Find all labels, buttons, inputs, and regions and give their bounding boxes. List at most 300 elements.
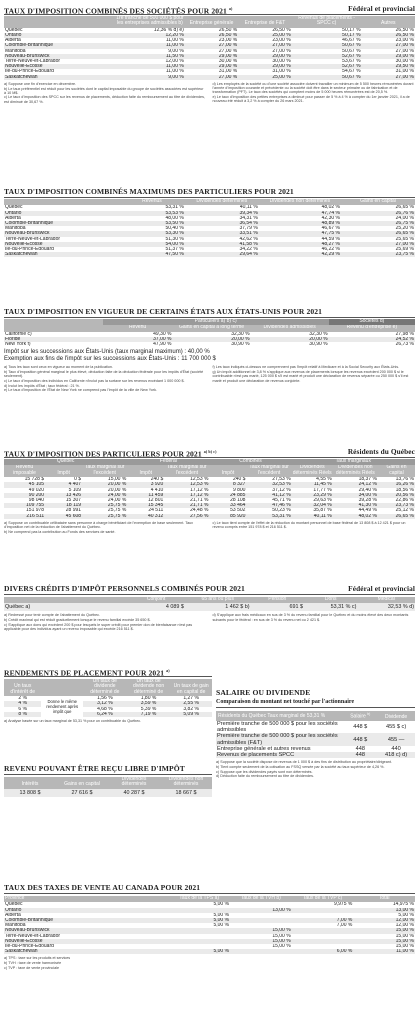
- table-cell: 33,51 %: [185, 231, 259, 236]
- table-cell: 51,37 %: [165, 247, 184, 253]
- table-cell: 26,50 %: [272, 27, 291, 33]
- table-cell: 7,00 %: [292, 918, 354, 923]
- footnote: e) Le taux d'imposition de l'État de New York ne comprend pas l'impôt de la ville de New York.: [4, 388, 157, 393]
- investment-returns-section: [4, 665, 212, 724]
- column-header: Impôt: [127, 465, 164, 477]
- row-label: 216 511: [4, 514, 45, 519]
- table-cell: 30,00 %: [272, 59, 291, 65]
- row-label: 8 %: [4, 712, 41, 717]
- row-label: Alberta: [5, 912, 21, 918]
- table-cell: 26,50 %: [218, 27, 238, 33]
- table-cell: 52,67 %: [292, 64, 362, 69]
- row-label: Première tranche de 500 000 $ pour les sociétés admissibles (F&T): [216, 733, 343, 745]
- table-cell: 15,00 %: [272, 933, 291, 939]
- table-cell: 12,00 %: [395, 923, 414, 929]
- table-cell: 11,00 %: [353, 949, 415, 954]
- salary-dividend-notes: [216, 760, 415, 779]
- table-cell: 50,17 %: [342, 27, 361, 33]
- row-label: 49 020: [28, 487, 45, 493]
- table-cell: 40,11 %: [239, 205, 258, 211]
- table-row: [4, 514, 415, 519]
- table-cell: 48,02 %: [321, 205, 340, 211]
- table-cell: 17,12 %: [190, 487, 209, 493]
- table-cell: 1 462 $ b): [185, 603, 251, 611]
- table-cell: 50,67 %: [342, 48, 361, 54]
- table-cell: 12,00 %: [165, 59, 184, 65]
- column-header: Revenu d'entreprise e): [329, 325, 415, 331]
- table-cell: 23,29 %: [292, 493, 333, 498]
- column-header: 1re tranche de 500 000 $ pour les entreprises admissibles b): [116, 16, 184, 27]
- table-cell: 9,00 %: [115, 75, 185, 80]
- table-cell: 47,90 %: [153, 342, 172, 348]
- table-cell: 6,00 %: [292, 949, 354, 954]
- row-label: Québec: [5, 205, 23, 211]
- table-cell: 15,00 %: [395, 944, 414, 950]
- investment-returns-note: a) Analyse basée sur un taux marginal de 53,31 % pour un contribuable du Québec.: [4, 719, 142, 724]
- table-cell: 53,67 %: [342, 59, 361, 65]
- table-cell: 11 459: [127, 493, 164, 498]
- row-label: 2 %: [18, 696, 28, 702]
- table-cell: 18,56 %: [395, 487, 414, 493]
- column-header: Gains en capital à long terme: [172, 325, 250, 331]
- table-cell: 30,90 %: [309, 342, 328, 348]
- table-cell: 4 089 $: [127, 603, 185, 611]
- column-header: Autres: [362, 16, 415, 28]
- row-label: Terre-Neuve-et-Labrador: [5, 933, 61, 939]
- table-cell: 240 $: [232, 477, 246, 483]
- table-cell: 27,00 %: [362, 75, 415, 80]
- column-header: Dividendes non déterminés: [160, 777, 212, 789]
- table-cell: 48,89 %: [259, 221, 341, 226]
- individual-max-tax-section: [4, 186, 415, 257]
- table-cell: 39,34 %: [185, 211, 259, 216]
- tax-free-income-section: [4, 763, 212, 797]
- mid-label: Donne le même rendement après impôt que: [41, 696, 83, 717]
- row-label: Québec: [5, 27, 23, 33]
- table-cell: 28 991: [65, 508, 82, 514]
- table-cell: 25,75 %: [82, 514, 127, 519]
- table-cell: 41,58 %: [185, 242, 259, 247]
- table-cell: 26,65 %: [341, 231, 415, 236]
- row-label: Nouveau-Brunswick: [4, 54, 115, 59]
- table-cell: 48,02 %: [333, 514, 378, 519]
- table-cell: 42,62 %: [239, 236, 258, 242]
- table-row: [4, 252, 415, 257]
- table-cell: 22,86 %: [395, 498, 414, 504]
- column-header: [41, 679, 83, 696]
- table-cell: 34,00 %: [333, 493, 378, 498]
- row-label: Nouvelle-Écosse: [4, 64, 115, 69]
- table-cell: 11,00 %: [165, 69, 184, 75]
- table-row: [4, 603, 415, 611]
- table-cell: 29,00 %: [362, 54, 415, 59]
- table-cell: 12 801: [147, 498, 164, 504]
- table-cell: 27,00 %: [272, 48, 291, 54]
- row-label: Île-du-Prince-Édouard: [5, 944, 54, 950]
- row-label: Saskatchewan: [4, 949, 168, 954]
- table-cell: 23,00 %: [272, 38, 291, 44]
- table-cell: 25,20 %: [395, 226, 414, 232]
- table-cell: 11,00 %: [115, 64, 185, 69]
- table-row: [4, 712, 212, 717]
- row-label: 6 %: [18, 706, 28, 712]
- tax-free-income-table: [4, 777, 212, 797]
- table-cell: 32,53 % d): [357, 603, 415, 611]
- personal-credits-notes: [4, 613, 415, 631]
- footnote: c) S'applique aux dons qui excèdent 200 $ pour lesquels le super crédit pour premier don de bienfaisance n'est pas applicable pour des individus ayant un revenu imposable qui excède 216 511 $.: [4, 622, 193, 632]
- table-row: [216, 721, 415, 733]
- table-cell: 46,67 %: [321, 226, 340, 232]
- table-cell: 20,00 %: [251, 337, 329, 342]
- table-cell: 23,00 %: [218, 38, 238, 44]
- table-cell: 53,30 %: [119, 231, 185, 236]
- table-cell: 9,975 %: [333, 902, 353, 908]
- row-label: Revenus de placements SPCC: [216, 752, 343, 758]
- table-cell: 2,55 %: [170, 701, 212, 706]
- table-cell: 24,00 %: [82, 493, 127, 498]
- table-cell: 37,12 %: [272, 487, 291, 493]
- table-cell: 53,31 %: [165, 205, 184, 211]
- table-cell: 455 —: [377, 733, 415, 745]
- table-cell: 240 $: [150, 477, 164, 483]
- table-cell: 27,00 %: [341, 242, 415, 247]
- section-title: REVENU POUVANT ÊTRE REÇU LIBRE D'IMPÔT: [4, 763, 212, 775]
- table-cell: 30,00 %: [218, 59, 238, 65]
- table-cell: 20,00 %: [107, 487, 127, 493]
- table-cell: 26,65 %: [395, 205, 414, 211]
- table-cell: 26,50 %: [185, 33, 238, 38]
- table-cell: 4 410: [150, 487, 164, 493]
- footnote: c) Suppose que les dividendes payés sont non déterminés.: [216, 769, 313, 774]
- footnote: a) TPS : taxe sur les produits et services: [4, 956, 71, 961]
- column-header: Dividendes non déterminés Réels: [333, 465, 378, 477]
- table-cell: 4,68 %: [97, 706, 113, 712]
- column-header: Dividendes déterminés: [108, 777, 160, 789]
- table-cell: 31,00 %: [395, 69, 414, 75]
- table-cell: 33 464: [209, 503, 246, 508]
- row-label: Floride: [4, 337, 103, 342]
- sales-tax-notes: [4, 956, 415, 970]
- table-cell: 85 920: [209, 514, 246, 519]
- us-states-tax-section: [4, 306, 415, 393]
- table-cell: 25,65 %: [395, 236, 414, 242]
- table-row: [4, 75, 415, 80]
- row-label: Manitoba: [5, 226, 26, 232]
- individual-max-tax-table: [4, 199, 415, 257]
- column-header: Gains en capital: [56, 777, 108, 789]
- table-cell: 41,12 %: [246, 493, 291, 498]
- table-cell: 30,00 %: [395, 59, 414, 65]
- table-cell: 27,00 %: [185, 43, 238, 48]
- table-cell: 15,00 %: [107, 477, 127, 483]
- table-cell: 29,50 %: [362, 64, 415, 69]
- individual-tax-notes: [4, 521, 415, 535]
- table-cell: 42,30 %: [321, 215, 340, 221]
- table-cell: 53,50 %: [119, 221, 185, 226]
- table-cell: 27 616 $: [56, 789, 108, 797]
- table-cell: 26,73 %: [395, 342, 414, 348]
- table-row: [4, 789, 212, 797]
- column-header: Dividendes admissibles: [251, 325, 329, 331]
- row-label: 90 200: [4, 493, 45, 498]
- row-label: Alberta: [5, 215, 21, 221]
- table-cell: 20,00 %: [172, 337, 250, 342]
- table-cell: 15 307: [65, 498, 82, 504]
- column-header: Conjoint: [127, 597, 185, 603]
- column-header: Un taux de dividende non déterminé de: [127, 679, 171, 696]
- row-label: Île-du-Prince-Édouard: [5, 69, 54, 75]
- table-cell: 16,26 %: [378, 482, 415, 487]
- table-cell: 40 287 $: [108, 789, 160, 797]
- table-cell: 27,00 %: [185, 75, 238, 80]
- table-cell: 15,00 %: [230, 928, 292, 933]
- column-header: Province: [4, 896, 168, 902]
- table-cell: 11,50 %: [115, 54, 185, 59]
- table-cell: 11,45 %: [292, 482, 333, 487]
- table-cell: 41,30 %: [333, 503, 378, 508]
- table-cell: 40,11 %: [292, 514, 333, 519]
- section-title: TAUX D'IMPOSITION COMBINÉS MAXIMUMS DES PARTICULIERS POUR 2021: [4, 186, 415, 198]
- table-cell: 1,80 %: [140, 696, 157, 702]
- table-cell: 34,22 %: [239, 247, 258, 253]
- column-header: Revenu: [103, 325, 173, 331]
- table-cell: 52,67 %: [292, 54, 362, 59]
- table-cell: 50,67 %: [292, 75, 362, 80]
- table-cell: 15 345: [127, 503, 164, 508]
- footnote: b) Tient compte seulement de la cotisation au FSSQ versée par la société au taux supérieur de 4,26 %.: [216, 764, 385, 769]
- column-header: Taux marginal sur l'excédent: [246, 465, 291, 477]
- column-header: Intérêts: [4, 777, 56, 789]
- table-cell: 54,00 %: [119, 242, 185, 247]
- table-cell: 7,00 %: [336, 923, 353, 929]
- column-header: Impôt: [45, 465, 82, 477]
- table-cell: 29,63 %: [313, 498, 332, 504]
- table-cell: 12,53 %: [190, 477, 209, 483]
- footnote: b) Ne comprend pas la contribution au Fonds des services de santé.: [4, 529, 116, 534]
- row-label: Québec a): [4, 603, 127, 611]
- table-cell: 51,30 %: [165, 236, 184, 242]
- table-row: [216, 752, 415, 758]
- table-cell: 418 c) d): [377, 752, 415, 758]
- table-cell: 29,00 %: [238, 64, 291, 69]
- section-subtitle: Comparaison du montant net touché par l'actionnaire: [216, 698, 415, 708]
- table-cell: 1,27 %: [183, 696, 199, 702]
- table-cell: 7,19 %: [127, 712, 171, 717]
- table-cell: 24 511: [148, 508, 164, 514]
- table-cell: 24 885: [209, 493, 246, 498]
- section-title: TAUX D'IMPOSITION EN VIGUEUR DE CERTAINS ÉTATS AUX ÉTATS-UNIS POUR 2021: [4, 306, 415, 318]
- column-header: Gains en capital: [378, 465, 415, 477]
- column-header: Revenus de placements - SPCC c): [292, 16, 362, 28]
- table-cell: 12,20 %: [115, 33, 185, 38]
- table-cell: 24,48 %: [190, 508, 209, 514]
- table-cell: 39,28 %: [358, 498, 377, 504]
- footnote: e) Le taux d'imposition des petites entreprises a diminué pour passer de 5 % à 4 % à compter du 1er janvier 2021, il a de nouveau été réduit à 3,2 % à compter du 26 mars 2021.: [212, 94, 410, 104]
- table-cell: 25,00 %: [238, 33, 291, 38]
- table-cell: 27,56 %: [164, 514, 209, 519]
- footnote: c) Le taux d'imposition des SPCC sur les revenus de placements, déduction faite du remboursement au titre de dividendes, est diminué de 30,67 %.: [4, 95, 205, 104]
- us-estate-exemption-line: Exemption aux fins de l'impôt sur les successions aux États-Unis : 11 700 000 $: [4, 356, 216, 363]
- table-cell: 44,59 %: [321, 236, 340, 242]
- table-cell: 25,75 %: [107, 508, 127, 514]
- column-header: Taux de la TVH b): [230, 896, 292, 902]
- table-cell: 32,30 %: [309, 331, 328, 337]
- table-cell: 11,00 %: [115, 43, 185, 48]
- column-header: Impôt: [209, 465, 246, 477]
- table-cell: 29,40 %: [358, 487, 377, 493]
- table-cell: 15,00 %: [353, 928, 415, 933]
- section-title: DIVERS CRÉDITS D'IMPÔT PERSONNELS COMBINÉS POUR 2021 Fédéral et provincial: [4, 584, 415, 593]
- table-cell: 46,67 %: [342, 38, 361, 44]
- footnote: b) Le taux préférentiel est réduit pour les sociétés dont le capital imposable du groupe de sociétés associées est supérieur à 10 M$.: [4, 86, 204, 95]
- footnote: b) Crédit maximal qui est réduit graduellement lorsque le revenu familial excède 35 650 $.: [4, 618, 151, 623]
- column-header: Total: [353, 896, 415, 902]
- footnote: c) TVP : taxe de vente provinciale: [4, 965, 60, 970]
- table-cell: 3,82 %: [183, 706, 199, 712]
- footnote: f) Les taux indiqués ci-dessus ne comprennent pas l'impôt relatif à Medicare et à la Social Security aux États-Unis.: [212, 365, 400, 370]
- table-cell: 34,31 %: [239, 215, 258, 221]
- column-header: Taux de la TVP c): [292, 896, 354, 902]
- table-cell: 45,71 %: [272, 498, 291, 504]
- table-cell: 9 800: [232, 487, 246, 493]
- table-cell: 25,12 %: [395, 508, 414, 514]
- table-cell: 49,30 %: [153, 331, 172, 337]
- table-cell: 53,31 %: [246, 514, 291, 519]
- table-cell: 50,67 %: [292, 43, 362, 48]
- row-label: Californie c): [5, 331, 32, 337]
- row-label: Colombie-Britannique: [4, 918, 168, 923]
- table-cell: 17,12 %: [164, 493, 209, 498]
- table-cell: 1,56 %: [97, 696, 113, 702]
- table-cell: 53 502: [230, 508, 246, 514]
- table-cell: 47,46 %: [246, 503, 291, 508]
- table-cell: 27,00 %: [238, 43, 291, 48]
- row-label: 98 040: [28, 498, 45, 504]
- table-cell: 42,29 %: [259, 252, 341, 257]
- footnote: a) Redressé pour tenir compte de l'abattement du Québec.: [4, 613, 101, 618]
- table-cell: 5 109: [68, 487, 82, 493]
- corporate-tax-notes: [4, 82, 415, 105]
- table-cell: 50,23 %: [272, 508, 291, 514]
- table-cell: 15,00 %: [395, 933, 414, 939]
- us-states-tax-table: Particuliers a) b) c) Sociétés d) Revenu Gains en capital à long terme Dividendes admissibles Revenu d'entreprise e) Californie c) 49,30 % 32,30 % 32,30 % 27,98 % Floride 37,00 % 20,00 % 20,00 % 24,52 % New York f) 47,90 % 30,90 % 30,90 % 26,73 %: [5, 319, 414, 348]
- column-header: Dons: [304, 597, 357, 603]
- footnote: d) S'applique aux frais médicaux en sus de 3 % du revenu familial pour le Québec et du moins élevé des deux montants suivants pour le fédéral : en sus de 3 % du revenu net ou 2 421 $.: [212, 613, 409, 622]
- personal-credits-section: [4, 583, 415, 632]
- table-cell: 440: [391, 745, 401, 752]
- table-cell: 29,64 %: [185, 252, 259, 257]
- column-header: Entreprise générale: [185, 16, 238, 28]
- footnote: g) Un impôt additionnel de 3,8 % s'applique aux revenus de placements lorsque les revenus excèdent 200 000 $ si le contribuable n'est pas marié, 125 000 $ s'il est marié et produit une déclaration de revenus séparée ou 250 000 $ s'il est marié et produit une déclaration de revenus conjointe.: [212, 370, 409, 383]
- individual-tax-quebec-section: [4, 446, 415, 534]
- table-cell: 448: [355, 745, 365, 752]
- table-cell: 448 $: [343, 733, 377, 745]
- table-cell: 5,00 %: [213, 923, 230, 929]
- table-cell: 27,00 %: [218, 48, 238, 54]
- table-cell: 36,54 %: [185, 221, 259, 226]
- footnote: b) Taux d'imposition général marginal le plus élevé, déduction faite de la déduction fédérale pour les impôts d'État (société seulement).: [4, 370, 204, 379]
- row-label: 4 %: [4, 701, 41, 706]
- footnote: a) Suppose une fin d'exercice en décembre.: [4, 81, 77, 86]
- table-cell: 12,36 % d) e): [153, 27, 184, 33]
- row-label: Québec: [5, 902, 23, 908]
- sales-tax-table: [4, 896, 415, 954]
- table-cell: 448 $: [353, 724, 368, 731]
- column-header: [4, 16, 115, 28]
- table-cell: 24,00 %: [107, 498, 127, 504]
- table-cell: 12,53 %: [164, 482, 209, 487]
- table-cell: 47,75 %: [259, 231, 341, 236]
- column-header: Revenus: [119, 199, 185, 205]
- column-header: Dividendes non déterminés: [259, 199, 341, 205]
- row-label: 109 755: [4, 503, 45, 508]
- column-header: Taux marginal sur l'excédent: [82, 465, 127, 477]
- table-cell: 25,75 %: [82, 503, 127, 508]
- table-cell: 5,00 %: [168, 918, 230, 923]
- table-cell: 50,40 %: [165, 226, 184, 232]
- table-cell: 47,50 %: [119, 252, 185, 257]
- table-cell: 30,90 %: [231, 342, 250, 348]
- table-cell: 18,37 %: [358, 477, 377, 483]
- table-cell: 18 119: [45, 503, 82, 508]
- row-label: Colombie-Britannique: [4, 221, 119, 226]
- table-cell: 26,76 %: [341, 211, 415, 216]
- table-cell: 20,00 %: [82, 482, 127, 487]
- table-cell: 9,00 %: [168, 48, 184, 54]
- row-label: Première tranche de 500 000 $ pour les sociétés admissibles: [217, 721, 338, 734]
- row-label: Île-du-Prince-Édouard: [5, 247, 54, 253]
- table-cell: 23,75 %: [341, 252, 415, 257]
- table-cell: 15,00 %: [230, 939, 292, 944]
- table-cell: 28 108: [230, 498, 246, 504]
- table-cell: 32,30 %: [231, 331, 250, 337]
- table-row: [4, 949, 415, 954]
- table-cell: 47,74 %: [259, 211, 341, 216]
- table-cell: 32,04 %: [292, 503, 333, 508]
- table-cell: 44,49 %: [358, 508, 377, 514]
- table-cell: 24,52 %: [329, 337, 415, 342]
- footnote: c) Le taux tient compte de l'effet de la réduction du montant personnel de base fédéral de 13 808 $ à 12 421 $ pour un revenu compris entre 151 978 $ et 216 511 $.: [212, 520, 406, 530]
- row-label: Manitoba: [5, 923, 26, 929]
- section-title: SALAIRE OU DIVIDENDE: [216, 688, 311, 697]
- table-cell: 3,59 %: [127, 701, 171, 706]
- table-cell: 21,71 %: [190, 498, 209, 504]
- column-header: Dividendes déterminés Réels: [292, 465, 332, 476]
- column-header: Un taux de dividende déterminé de: [83, 679, 127, 696]
- table-cell: 691 $: [251, 603, 304, 611]
- table-cell: 5,00 %: [168, 949, 230, 954]
- corporate-tax-table: [4, 16, 415, 80]
- table-cell: 45 608: [45, 514, 82, 519]
- row-label: Nouveau-Brunswick: [4, 928, 168, 933]
- table-cell: 13,00 %: [353, 908, 415, 913]
- table-cell: 25,00 %: [238, 75, 291, 80]
- table-cell: 13 426: [45, 493, 82, 498]
- row-label: Ontario: [4, 33, 115, 38]
- footnote: a) Suppose que la société dispose de revenus de 1 000 $ à des fins de distribution au propriétaire/dirigeant.: [216, 760, 392, 765]
- table-cell: 27,53 %: [272, 477, 291, 483]
- table-cell: 11,00 %: [165, 38, 184, 44]
- table-cell: 8 327: [209, 482, 246, 487]
- table-cell: 23,00 %: [395, 38, 414, 44]
- table-cell: 37,00 %: [103, 337, 173, 342]
- section-title: TAUX D'IMPOSITION COMBINÉS DES SOCIÉTÉS POUR 2021 $^{a)}$ Fédéral et provincial: [4, 4, 415, 16]
- row-label: Saskatchewan: [4, 75, 115, 80]
- table-cell: 25,69 %: [395, 247, 414, 253]
- footnote: d) Déduction faite du remboursement au titre de dividendes.: [216, 774, 314, 779]
- column-header: Un taux de gain en capital de: [170, 679, 212, 696]
- column-header: Taux de la TPS a): [168, 896, 230, 902]
